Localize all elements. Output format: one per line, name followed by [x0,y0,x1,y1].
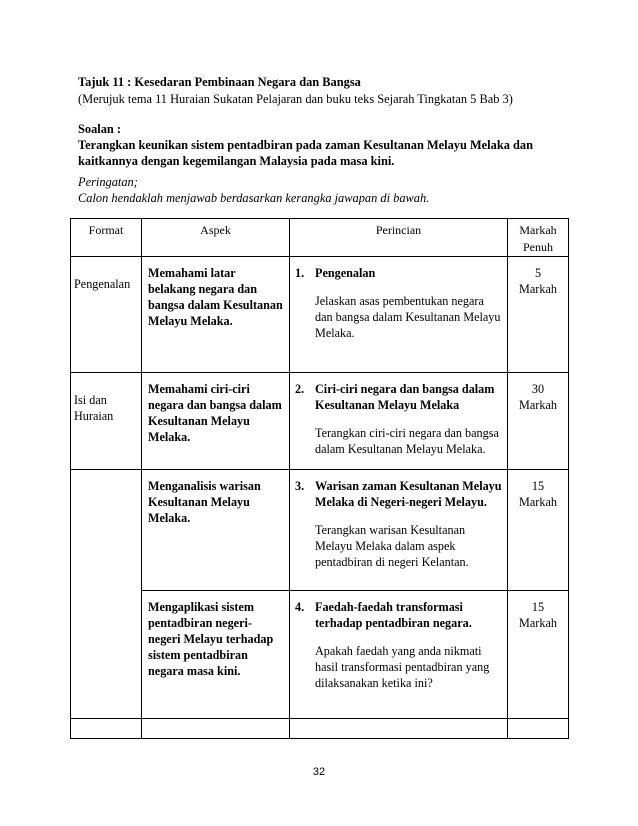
row-number: 1. [295,266,305,280]
header-markah: Markah Penuh [508,219,569,257]
page-number: 32 [312,766,326,778]
table-row [71,257,569,373]
row-perincian-desc: Jelaskan asas pembentukan negara dan bangsa dalam Kesultanan Melayu Melaka. [315,294,501,340]
page-subtitle: (Merujuk tema 11 Huraian Sukatan Pelajaran dan buku teks Sejarah Tingkatan 5 Bab 3) [78,92,513,106]
row-score-unit: Markah [519,282,557,296]
row-aspek: Mengaplikasi sistem pentadbiran negeri-negeri Melayu terhadap sistem pentadbiran negara masa kini. [148,600,274,678]
table-row [71,373,569,470]
page-title: Tajuk 11 : Kesedaran Pembinaan Negara dan Bangsa [78,75,361,89]
row-score: 15 [531,479,545,493]
row-score-unit: Markah [519,616,557,630]
answer-framework-table [70,218,569,739]
header-aspek: Aspek [142,219,290,257]
row-number: 2. [295,382,305,396]
header-format: Format [71,219,142,257]
row-score: 15 [531,600,545,614]
row-number: 4. [295,600,305,614]
question-line-1: Terangkan keunikan sistem pentadbiran pada zaman Kesultanan Melayu Melaka dan [78,138,533,152]
warning-label: Peringatan; [78,175,138,189]
row-perincian-desc: Apakah faedah yang anda nikmati hasil transformasi pentadbiran yang dilaksanakan ketika ini? [315,644,490,690]
row-score-unit: Markah [519,495,557,509]
row-perincian-desc: Terangkan ciri-ciri negara dan bangsa dalam Kesultanan Melayu Melaka. [315,426,499,456]
row-perincian-title: Ciri-ciri negara dan bangsa dalam Kesultanan Melayu Melaka [315,382,495,412]
row-score: 30 [531,382,545,396]
row-score: 5 [534,266,542,280]
row-perincian-title: Pengenalan [315,266,376,280]
warning-text: Calon hendaklah menjawab berdasarkan kerangka jawapan di bawah. [78,191,430,205]
row-format [71,470,141,489]
row-format: Pengenalan [74,277,131,291]
row-perincian-title: Faedah-faedah transformasi terhadap pentadbiran negara. [315,600,472,630]
row-perincian-desc: Terangkan warisan Kesultanan Melayu Melaka dalam aspek pentadbiran di negeri Kelantan. [315,523,469,569]
header-perincian: Perincian [290,219,508,257]
row-aspek: Menganalisis warisan Kesultanan Melayu Melaka. [148,479,261,525]
question-line-2: kaitkannya dengan kegemilangan Malaysia pada masa kini. [78,154,395,168]
table-row-empty [71,719,569,739]
row-aspek: Memahami latar belakang negara dan bangsa dalam Kesultanan Melayu Melaka. [148,266,283,328]
table-header-row [71,219,569,257]
row-format: Isi dan Huraian [74,393,114,423]
table-row [71,591,569,719]
table-row [71,470,569,591]
row-aspek: Memahami ciri-ciri negara dan bangsa dalam Kesultanan Melayu Melaka. [148,382,282,444]
row-format [71,591,141,610]
question-label: Soalan : [78,122,122,136]
row-score-unit: Markah [519,398,557,412]
row-number: 3. [295,479,305,493]
row-perincian-title: Warisan zaman Kesultanan Melayu Melaka di Negeri-negeri Melayu. [315,479,502,509]
